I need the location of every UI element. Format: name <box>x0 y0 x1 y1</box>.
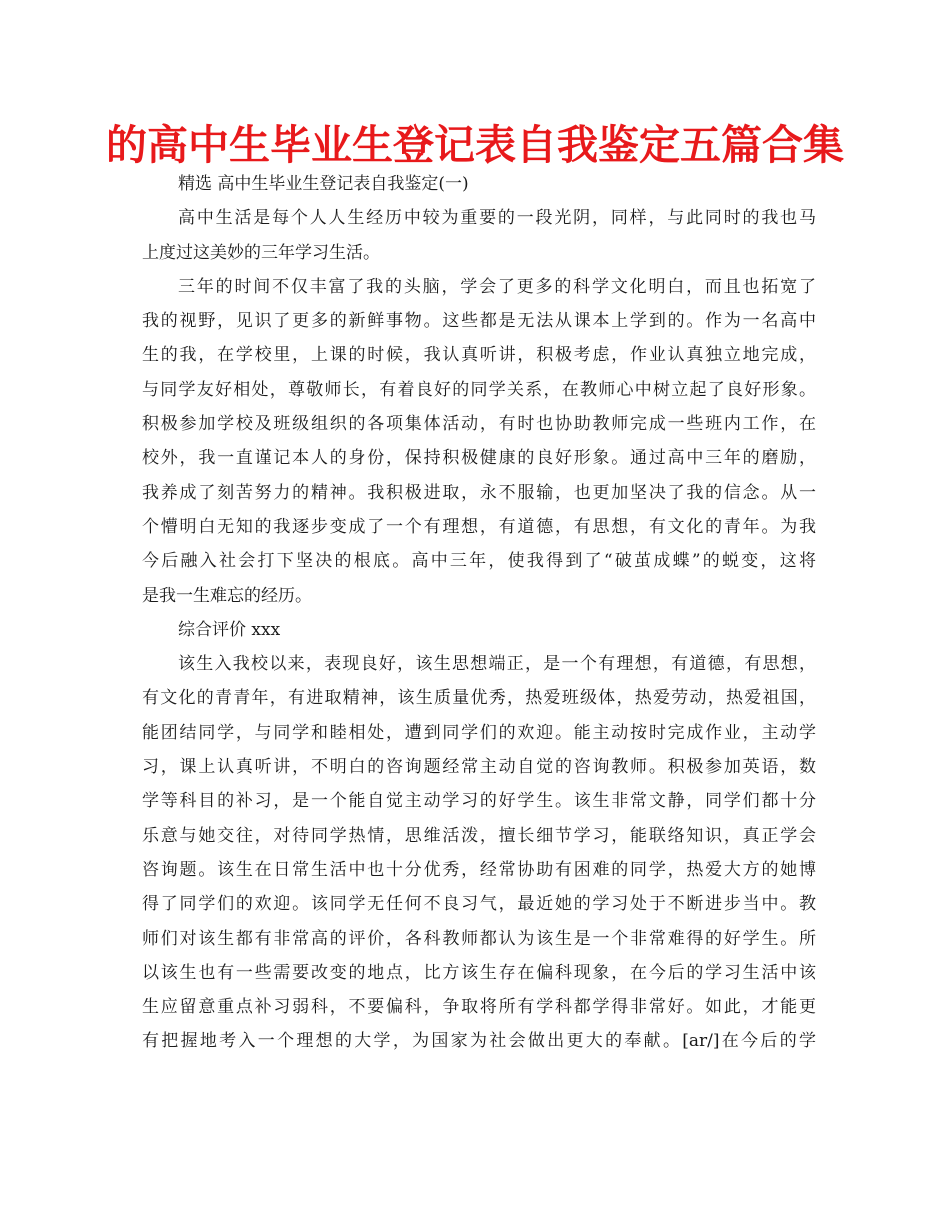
text-line: 该生入我校以来，表现良好，该生思想端正，是一个有理想，有道德，有思想， <box>178 654 816 675</box>
text-line: 得了同学们的欢迎。该同学无任何不良习气，最近她的学习处于不断进步当中。教 <box>142 894 816 915</box>
text-line: 有把握地考入一个理想的大学，为国家为社会做出更大的奉献。[ar/]在今后的学 <box>142 1031 816 1052</box>
text-line: 咨询题。该生在日常生活中也十分优秀，经常协助有困难的同学，热爱大方的她博 <box>142 859 816 880</box>
text-line: 习，课上认真听讲，不明白的咨询题经常主动自觉的咨询教师。积极参加英语，数 <box>142 757 816 778</box>
text-line: 上度过这美妙的三年学习生活。 <box>142 242 380 263</box>
document-title: 的高中生毕业生登记表自我鉴定五篇合集 <box>106 121 844 169</box>
text-line: 个懵明白无知的我逐步变成了一个有理想，有道德，有思想，有文化的青年。为我 <box>142 516 816 537</box>
text-line: 综合评价 xxx <box>178 619 281 640</box>
document-body <box>142 167 816 1059</box>
text-line: 能团结同学，与同学和睦相处，遭到同学们的欢迎。能主动按时完成作业，主动学 <box>142 722 816 743</box>
text-line: 乐意与她交往，对待同学热情，思维活泼，擅长细节学习，能联络知识，真正学会 <box>142 825 816 846</box>
text-line: 以该生也有一些需要改变的地点，比方该生存在偏科现象，在今后的学习生活中该 <box>142 962 816 983</box>
text-line: 精选 高中生毕业生登记表自我鉴定(一) <box>178 174 469 194</box>
text-line: 学等科目的补习，是一个能自觉主动学习的好学生。该生非常文静，同学们都十分 <box>142 791 816 812</box>
text-line: 生应留意重点补习弱科，不要偏科，争取将所有学科都学得非常好。如此，才能更 <box>142 997 816 1018</box>
text-line: 与同学友好相处，尊敬师长，有着良好的同学关系，在教师心中树立起了良好形象。 <box>142 379 816 400</box>
text-line: 生的我，在学校里，上课的时候，我认真听讲，积极考虑，作业认真独立地完成， <box>142 345 816 366</box>
text-line: 校外，我一直谨记本人的身份，保持积极健康的良好形象。通过高中三年的磨励， <box>142 448 816 469</box>
text-line: 今后融入社会打下坚决的根底。高中三年，使我得到了“破茧成蝶”的蜕变，这将 <box>142 551 816 572</box>
text-line: 三年的时间不仅丰富了我的头脑，学会了更多的科学文化明白，而且也拓宽了 <box>178 276 816 297</box>
text-line: 积极参加学校及班级组织的各项集体活动，有时也协助教师完成一些班内工作，在 <box>142 414 816 435</box>
text-line: 我的视野，见识了更多的新鲜事物。这些都是无法从课本上学到的。作为一名高中 <box>142 311 816 332</box>
text-line: 师们对该生都有非常高的评价，各科教师都认为该生是一个非常难得的好学生。所 <box>142 928 816 949</box>
text-line: 是我一生难忘的经历。 <box>142 585 312 606</box>
text-line: 高中生活是每个人人生经历中较为重要的一段光阴，同样，与此同时的我也马 <box>178 208 816 229</box>
text-line: 有文化的青青年，有进取精神，该生质量优秀，热爱班级体，热爱劳动，热爱祖国， <box>142 688 816 709</box>
text-line: 我养成了刻苦努力的精神。我积极进取，永不服输，也更加坚决了我的信念。从一 <box>142 482 816 503</box>
